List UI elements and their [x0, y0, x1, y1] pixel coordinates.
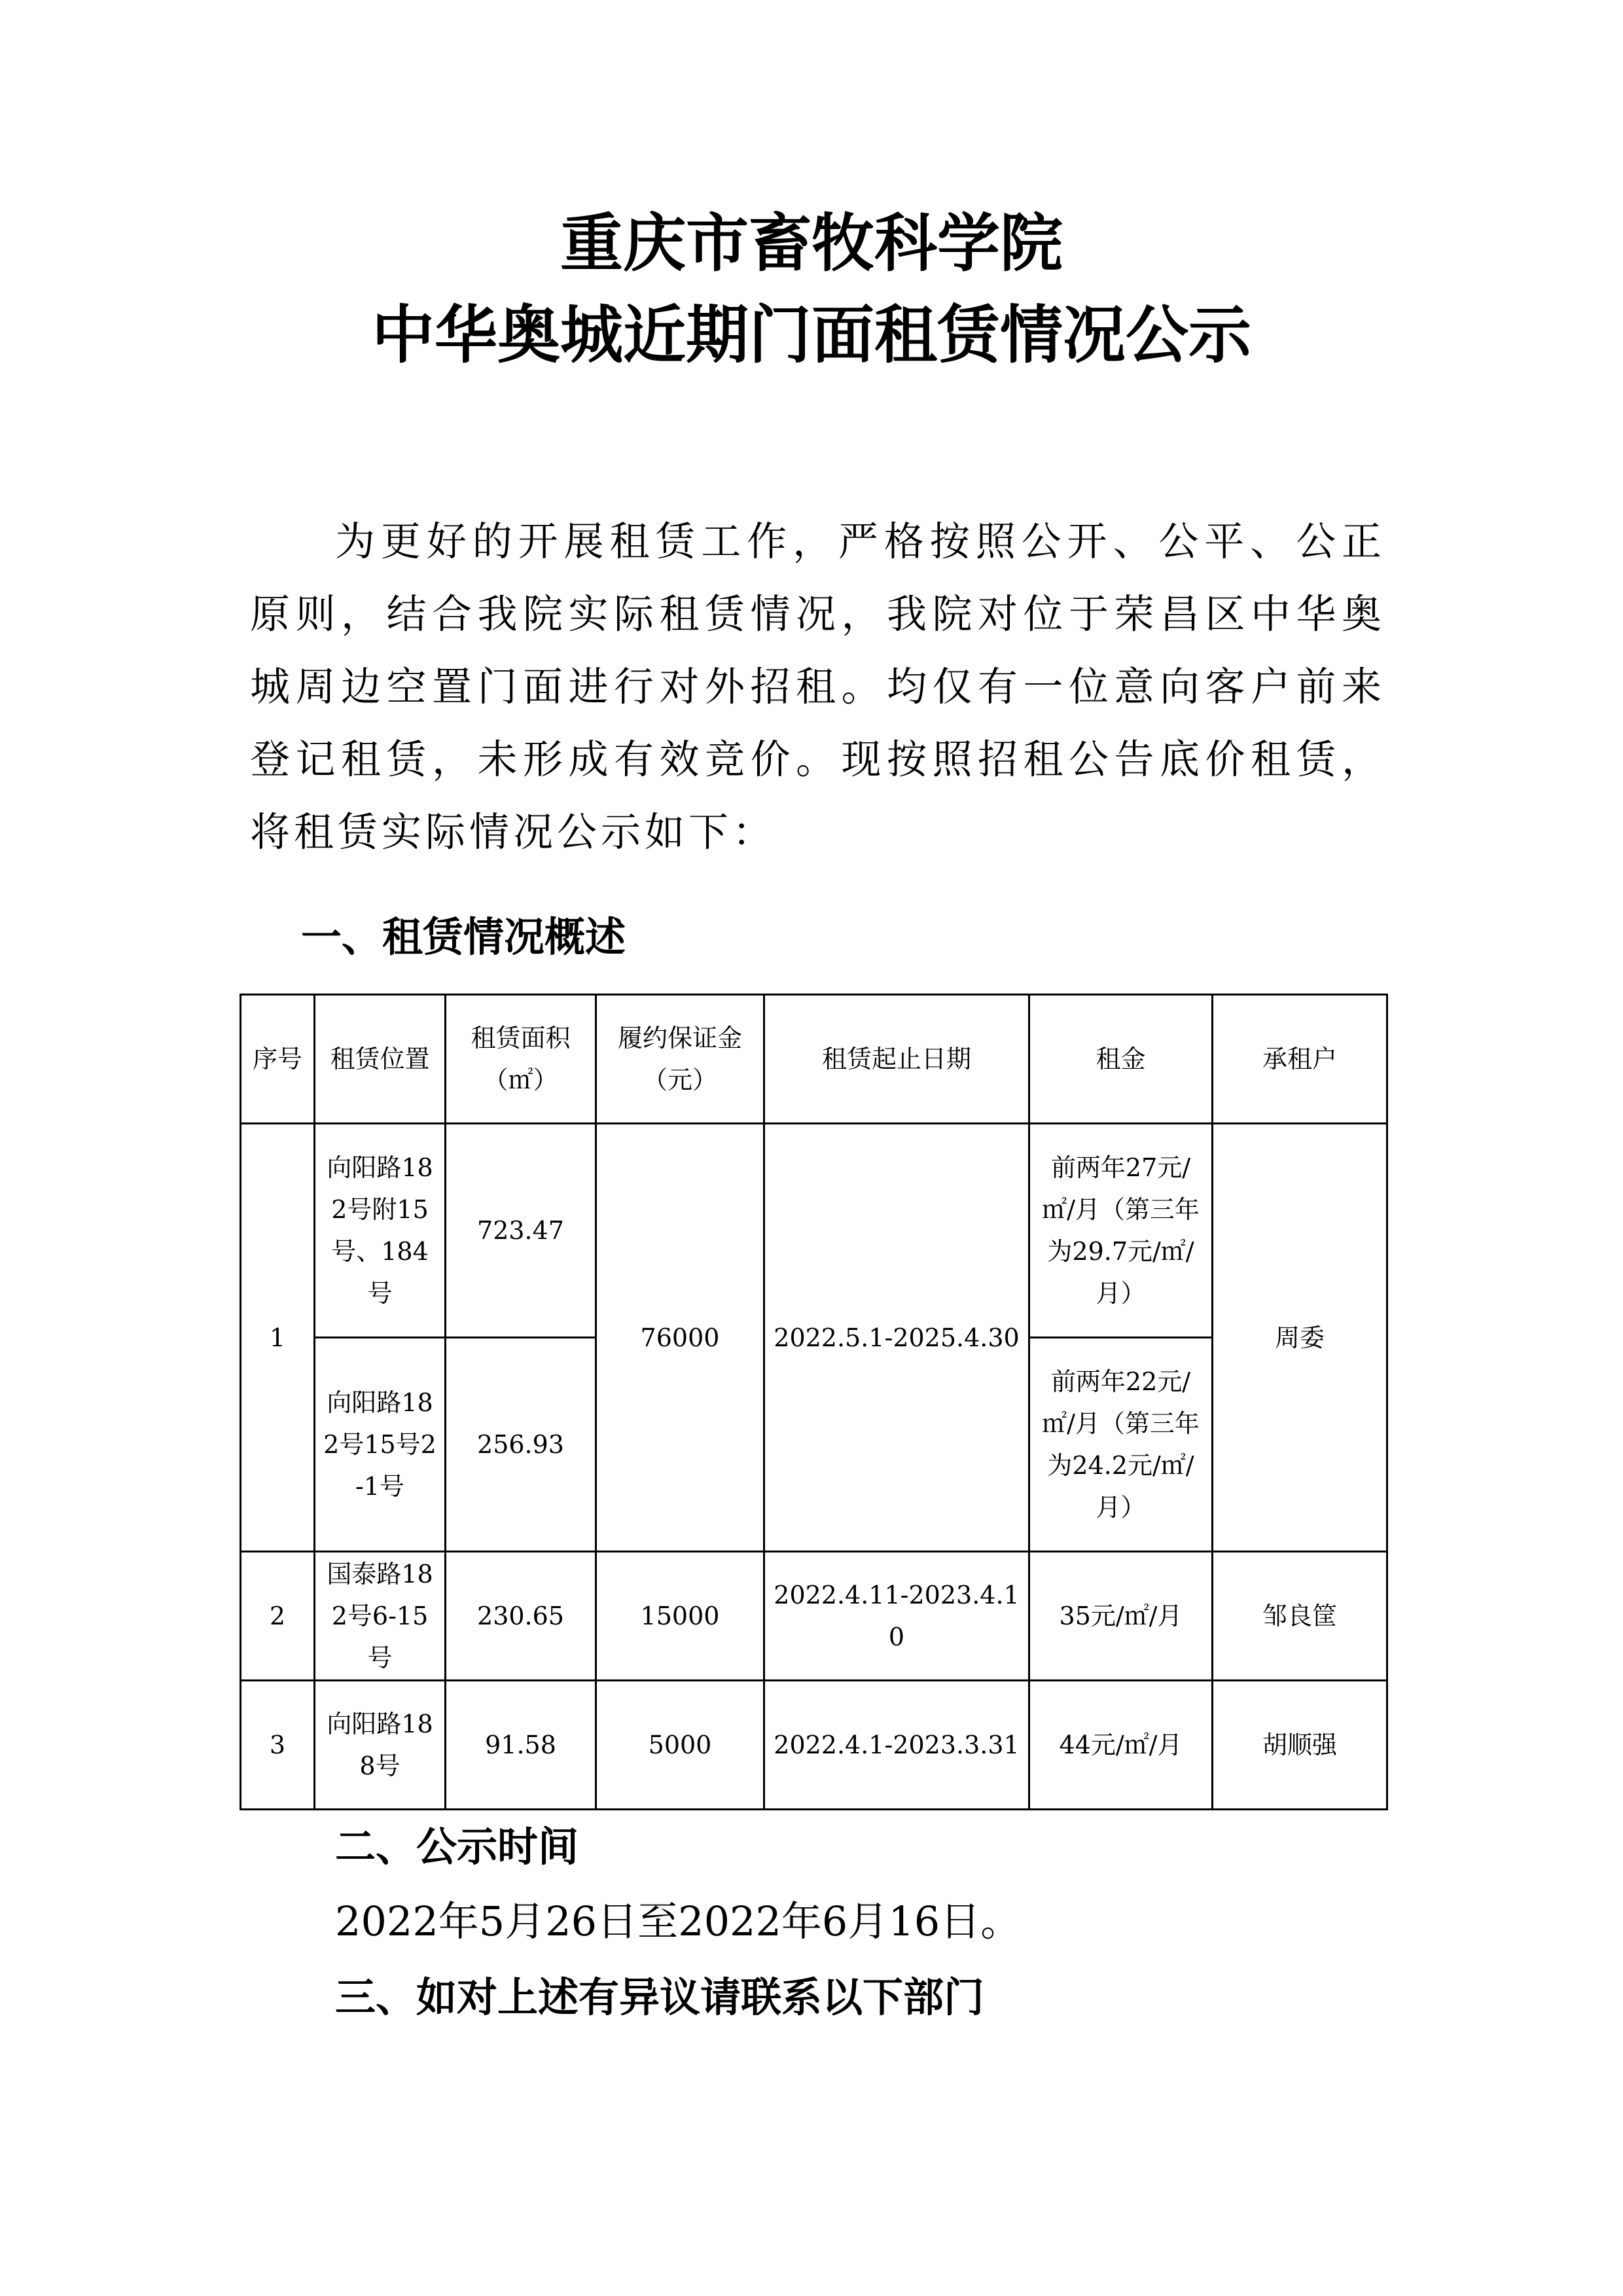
table-row — [241, 1124, 1387, 1338]
cell-deposit: 5000 — [596, 1681, 764, 1810]
section-3-heading: 三、如对上述有异议请联系以下部门 — [335, 1973, 985, 2021]
cell-period: 2022.5.1-2025.4.30 — [764, 1124, 1029, 1552]
cell-tenant: 邹良筐 — [1213, 1552, 1387, 1681]
section-2-heading: 二、公示时间 — [335, 1823, 579, 1871]
header-area: 租赁面积（㎡） — [446, 995, 596, 1124]
table-row — [241, 1552, 1387, 1681]
cell-tenant: 胡顺强 — [1213, 1681, 1387, 1810]
cell-rent: 44元/㎡/月 — [1029, 1681, 1213, 1810]
cell-area: 723.47 — [446, 1124, 596, 1338]
cell-location: 向阳路182号15号2-1号 — [315, 1338, 446, 1552]
cell-seq: 2 — [241, 1552, 315, 1681]
cell-location: 国泰路182号6-15号 — [315, 1552, 446, 1681]
cell-location: 向阳路182号附15号、184号 — [315, 1124, 446, 1338]
cell-deposit: 15000 — [596, 1552, 764, 1681]
cell-area: 256.93 — [446, 1338, 596, 1552]
header-location: 租赁位置 — [315, 995, 446, 1124]
intro-paragraph: 为更好的开展租赁工作，严格按照公开、公平、公正原则，结合我院实际租赁情况，我院对位于荣昌区中华奥城周边空置门面进行对外招租。均仅有一位意向客户前来登记租赁，未形成有效竞价。现按照招租公告底价租赁，将租赁实际情况公示如下： — [250, 518, 1385, 855]
header-tenant: 承租户 — [1213, 995, 1387, 1124]
cell-period: 2022.4.1-2023.3.31 — [764, 1681, 1029, 1810]
title-line-2: 中华奥城近期门面租赁情况公示 — [372, 298, 1251, 372]
lease-table — [240, 994, 1388, 1810]
cell-location: 向阳路188号 — [315, 1681, 446, 1810]
section-1-heading: 一、租赁情况概述 — [301, 913, 626, 961]
cell-period: 2022.4.11-2023.4.10 — [764, 1552, 1029, 1681]
cell-seq: 1 — [241, 1124, 315, 1552]
cell-area: 91.58 — [446, 1681, 596, 1810]
cell-rent: 35元/㎡/月 — [1029, 1552, 1213, 1681]
header-seq: 序号 — [241, 995, 315, 1124]
header-rent: 租金 — [1029, 995, 1213, 1124]
cell-area: 230.65 — [446, 1552, 596, 1681]
cell-seq: 3 — [241, 1681, 315, 1810]
header-period: 租赁起止日期 — [764, 995, 1029, 1124]
cell-tenant: 周委 — [1213, 1124, 1387, 1552]
table-header-row — [241, 995, 1387, 1124]
header-deposit: 履约保证金（元） — [596, 995, 764, 1124]
cell-deposit: 76000 — [596, 1124, 764, 1552]
table-row — [241, 1681, 1387, 1810]
title-line-1: 重庆市畜牧科学院 — [560, 206, 1063, 280]
cell-rent: 前两年27元/㎡/月（第三年为29.7元/㎡/月） — [1029, 1124, 1213, 1338]
notice-period-text: 2022年5月26日至2022年6月16日。 — [335, 1897, 1022, 1945]
cell-rent: 前两年22元/㎡/月（第三年为24.2元/㎡/月） — [1029, 1338, 1213, 1552]
